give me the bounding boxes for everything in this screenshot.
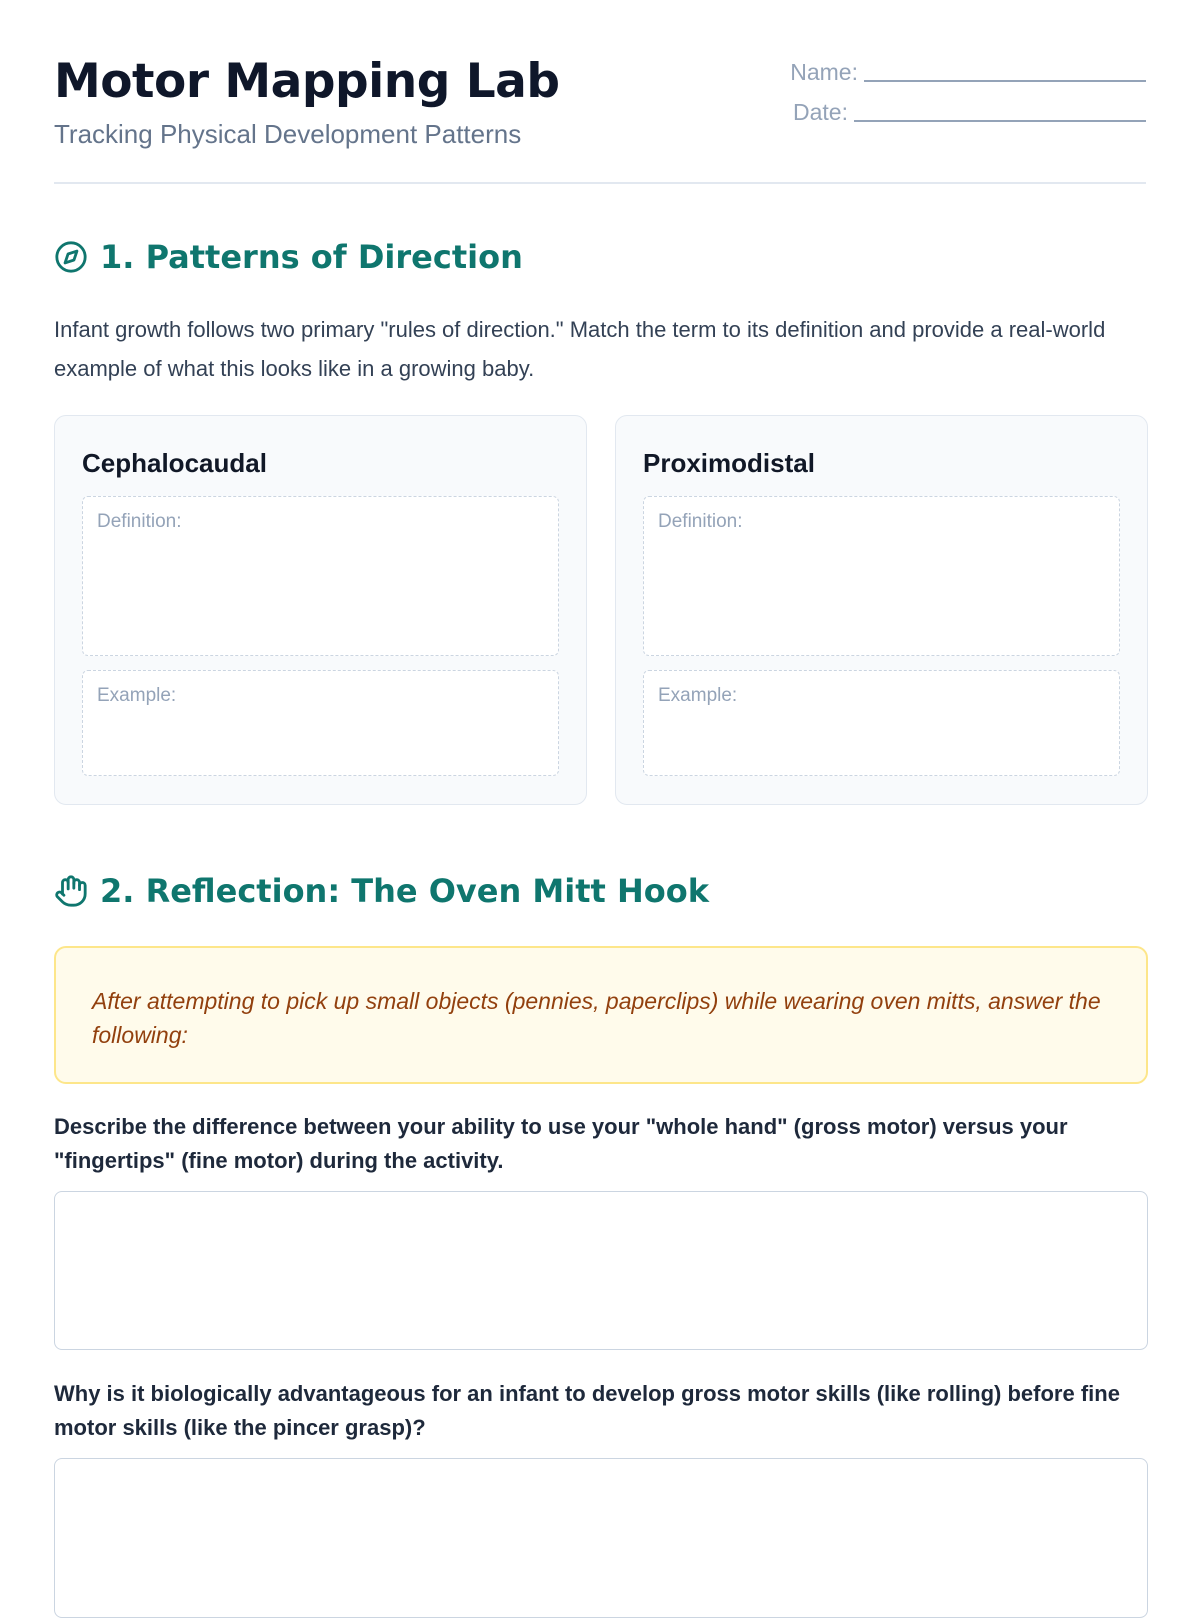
date-label: Date: — [793, 99, 848, 125]
card-cephalocaudal — [54, 415, 587, 805]
page-subtitle: Tracking Physical Development Patterns — [54, 119, 522, 149]
name-label: Name: — [790, 59, 858, 85]
definition-label: Definition: — [97, 511, 182, 532]
name-row — [776, 54, 1146, 86]
definition-label: Definition: — [658, 511, 743, 532]
date-row — [776, 94, 1146, 126]
question-1: Describe the difference between your ability to use your "whole hand" (gross motor) versus your "fingertips" (fine motor) during the activity. — [54, 1114, 1068, 1173]
definition-box[interactable] — [82, 496, 559, 656]
direction-cards — [54, 415, 1148, 805]
response-box-1[interactable] — [54, 1191, 1148, 1350]
section-heading-patterns — [54, 238, 523, 276]
compass-icon — [54, 240, 88, 274]
name-field[interactable] — [864, 79, 1146, 82]
example-box[interactable] — [643, 670, 1120, 776]
example-label: Example: — [658, 685, 738, 706]
card-proximodistal — [615, 415, 1148, 805]
question-2: Why is it biologically advantageous for an infant to develop gross motor skills (like rolling) before fine motor skills (like the pincer grasp)? — [54, 1381, 1120, 1440]
date-field[interactable] — [854, 119, 1146, 122]
example-label: Example: — [97, 685, 177, 706]
response-box-2[interactable] — [54, 1458, 1148, 1618]
section-heading-reflection — [54, 872, 709, 910]
card-title: Cephalocaudal — [82, 448, 267, 478]
card-title: Proximodistal — [643, 448, 815, 478]
section-intro: Infant growth follows two primary "rules of direction." Match the term to its definition and provide a real-world example of what this looks like in a growing baby. — [54, 317, 1106, 381]
activity-callout: After attempting to pick up small objects (pennies, paperclips) while wearing oven mitts, answer the following: — [54, 946, 1148, 1084]
section-heading-text: 1. Patterns of Direction — [100, 238, 523, 276]
page-title: Motor Mapping Lab — [54, 54, 560, 109]
student-meta — [776, 54, 1146, 134]
example-box[interactable] — [82, 670, 559, 776]
worksheet-header — [54, 0, 1146, 184]
definition-box[interactable] — [643, 496, 1120, 656]
hand-icon — [54, 874, 88, 908]
section-heading-text: 2. Reflection: The Oven Mitt Hook — [100, 872, 709, 910]
